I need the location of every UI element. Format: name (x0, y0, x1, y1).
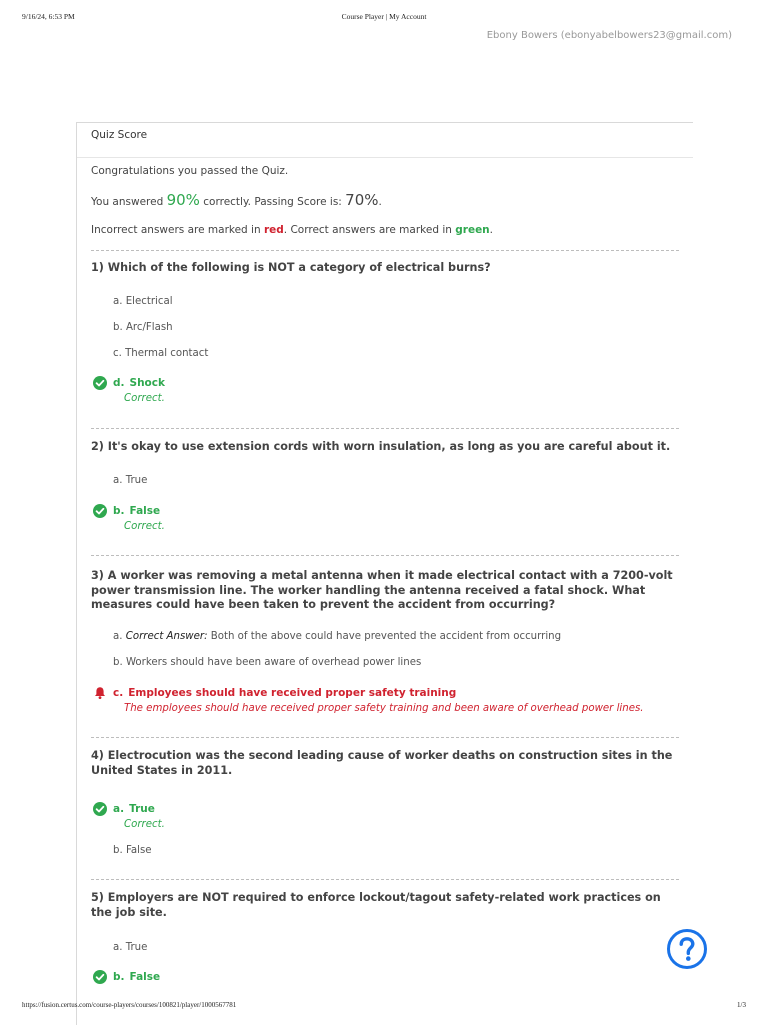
check-circle-icon (93, 376, 107, 390)
passing-score-value: 70% (345, 191, 379, 209)
legend-prefix: Incorrect answers are marked in (91, 224, 264, 236)
q3-feedback: The employees should have received proper safety training and been aware of overhead power lines. (124, 703, 644, 714)
question-3-text: 3) A worker was removing a metal antenna when it made electrical contact with a 7200-volt power transmission line. The worker handling the antenna received a fatal shock. What measures could have been taken to prevent the accident from occurring? (91, 569, 673, 611)
question-divider (91, 879, 679, 880)
score-suffix: . (378, 196, 382, 208)
q2-feedback: Correct. (124, 521, 165, 532)
answer-label: Shock (129, 377, 165, 389)
q4-option-b: b. False (113, 845, 152, 856)
user-account-label: Ebony Bowers (ebonyabelbowers23@gmail.com) (486, 30, 732, 41)
correct-answer-label: Correct Answer: (125, 631, 208, 642)
print-header (0, 12, 768, 26)
q2-selected-answer (93, 504, 160, 518)
score-value: 90% (166, 191, 200, 209)
print-page-title: Course Player | My Account (341, 12, 427, 21)
print-footer (0, 1001, 768, 1013)
legend-line (91, 224, 493, 236)
print-page-number: 1/3 (737, 1001, 746, 1009)
correct-answer-text: Both of the above could have prevented the accident from occurring (210, 631, 562, 642)
answer-letter: a. (113, 803, 125, 815)
card-title: Quiz Score (91, 129, 148, 141)
q1-feedback: Correct. (124, 393, 165, 404)
legend-suffix: . (489, 224, 494, 236)
help-circle-icon (666, 928, 708, 970)
legend-middle: . Correct answers are marked in (283, 224, 456, 236)
q2-option-a: a. True (113, 475, 148, 486)
print-datetime: 9/16/24, 6:53 PM (22, 12, 75, 21)
option-letter: a. (113, 631, 123, 642)
question-divider (91, 737, 679, 738)
q1-option-a: a. Electrical (113, 296, 173, 307)
answer-letter: c. (113, 687, 124, 699)
question-5-text: 5) Employers are NOT required to enforce lockout/tagout safety-related work practices on the job site. (91, 891, 661, 919)
score-line (91, 191, 382, 209)
answer-letter: d. (113, 377, 125, 389)
question-divider (91, 555, 679, 556)
q3-option-b: b. Workers should have been aware of overhead power lines (113, 657, 422, 668)
q1-selected-answer (93, 376, 165, 390)
congrats-message: Congratulations you passed the Quiz. (91, 165, 289, 177)
check-circle-icon (93, 970, 107, 984)
legend-red: red (263, 224, 284, 236)
question-divider (91, 428, 679, 429)
question-1-text: 1) Which of the following is NOT a category of electrical burns? (91, 261, 491, 274)
answer-letter: b. (113, 505, 125, 517)
help-button[interactable] (666, 928, 708, 970)
question-2-text: 2) It's okay to use extension cords with worn insulation, as long as you are careful about it. (91, 440, 671, 453)
answer-label: Employees should have received proper safety training (128, 687, 457, 699)
bell-icon (93, 686, 107, 700)
check-circle-icon (93, 802, 107, 816)
q4-selected-answer (93, 802, 155, 816)
q1-option-c: c. Thermal contact (113, 348, 209, 359)
legend-green: green (455, 224, 490, 236)
answer-label: False (129, 505, 161, 517)
answer-label: True (129, 803, 155, 815)
quiz-score-card (76, 122, 693, 1025)
q3-selected-answer (93, 686, 456, 700)
title-divider (77, 157, 693, 158)
q1-option-b: b. Arc/Flash (113, 322, 173, 333)
answer-label: False (129, 971, 161, 983)
q5-option-a: a. True (113, 942, 148, 953)
q5-selected-answer (93, 970, 160, 984)
score-prefix: You answered (91, 196, 167, 208)
answer-letter: b. (113, 971, 125, 983)
question-4-text: 4) Electrocution was the second leading cause of worker deaths on construction sites in the United States in 2011. (91, 749, 673, 777)
check-circle-icon (93, 504, 107, 518)
question-divider (91, 250, 679, 251)
print-url: https://fusion.certus.com/course-players/courses/100821/player/1000567781 (22, 1001, 237, 1009)
score-middle: correctly. Passing Score is: (199, 196, 346, 208)
q4-feedback: Correct. (124, 819, 165, 830)
q3-option-a (113, 631, 561, 642)
